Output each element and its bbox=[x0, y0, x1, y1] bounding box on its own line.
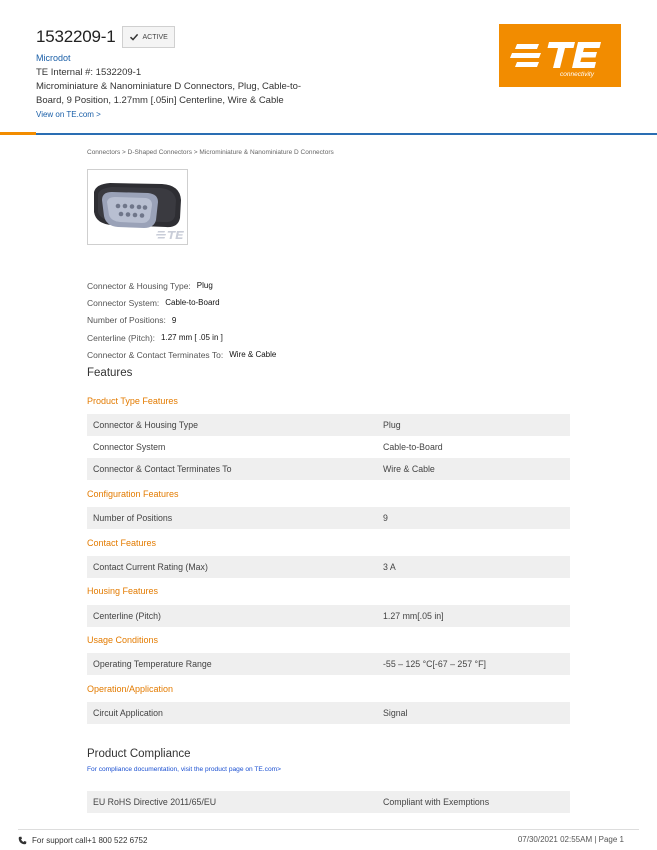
product-image bbox=[87, 169, 188, 245]
compliance-link[interactable]: For compliance documentation, visit the product page on TE.com> bbox=[87, 766, 281, 773]
header-rule-accent bbox=[0, 132, 36, 135]
table-row bbox=[87, 702, 570, 724]
te-connectivity-logo bbox=[499, 24, 621, 87]
table-row bbox=[87, 436, 570, 458]
compliance-heading: Product Compliance bbox=[87, 748, 191, 760]
section-title-contact: Contact Features bbox=[87, 538, 157, 548]
breadcrumb[interactable]: Connectors > D-Shaped Connectors > Microminiature & Nanominiature D Connectors bbox=[87, 149, 334, 156]
spec-label: Centerline (Pitch): bbox=[87, 332, 156, 343]
operation-table bbox=[87, 702, 570, 724]
row-label: Connector & Housing Type bbox=[93, 420, 198, 430]
status-label: ACTIVE bbox=[142, 33, 168, 41]
row-label: Centerline (Pitch) bbox=[93, 611, 161, 621]
table-row bbox=[87, 791, 570, 813]
spec-value: 9 bbox=[171, 315, 177, 325]
spec-label: Connector System: bbox=[87, 297, 160, 308]
row-label: EU RoHS Directive 2011/65/EU bbox=[93, 797, 217, 807]
contact-table bbox=[87, 556, 570, 578]
spec-summary bbox=[87, 277, 276, 363]
spec-value: Plug bbox=[196, 281, 213, 291]
table-row bbox=[87, 653, 570, 675]
row-value: 1.27 mm[.05 in] bbox=[383, 611, 444, 621]
row-value: -55 – 125 °C[-67 – 257 °F] bbox=[383, 659, 486, 669]
row-value: Wire & Cable bbox=[383, 464, 435, 474]
status-badge bbox=[122, 26, 175, 48]
table-row bbox=[87, 605, 570, 627]
row-label: Connector & Contact Terminates To bbox=[93, 464, 232, 474]
part-number: 1532209-1 bbox=[36, 27, 116, 46]
spec-value: Cable-to-Board bbox=[165, 298, 220, 308]
header-rule bbox=[36, 133, 657, 135]
spec-row bbox=[87, 277, 276, 294]
configuration-table bbox=[87, 507, 570, 529]
row-value: Signal bbox=[383, 708, 408, 718]
spec-label: Connector & Housing Type: bbox=[87, 280, 191, 291]
features-heading: Features bbox=[87, 367, 133, 379]
footer-rule bbox=[18, 829, 639, 830]
footer-date-page: 07/30/2021 02:55AM | Page 1 bbox=[517, 835, 624, 844]
spec-row bbox=[87, 312, 276, 329]
table-row bbox=[87, 556, 570, 578]
product-description: Microminiature & Nanominiature D Connectors, Plug, Cable-to-Board, 9 Position, 1.27mm [.05in] Centerline, Wire & Cable bbox=[36, 81, 302, 106]
table-row bbox=[87, 414, 570, 436]
row-label: Connector System bbox=[93, 442, 166, 452]
row-label: Number of Positions bbox=[93, 513, 173, 523]
usage-table bbox=[87, 653, 570, 675]
table-row bbox=[87, 507, 570, 529]
section-title-configuration: Configuration Features bbox=[87, 489, 179, 499]
spec-value: Wire & Cable bbox=[229, 350, 277, 360]
phone-icon bbox=[18, 836, 27, 845]
page-header bbox=[0, 0, 657, 134]
row-value: Compliant with Exemptions bbox=[383, 797, 490, 807]
view-on-te-link[interactable]: View on TE.com > bbox=[36, 110, 101, 119]
support-phone[interactable] bbox=[18, 836, 147, 845]
logo-text: connectivity bbox=[560, 71, 594, 78]
row-label: Operating Temperature Range bbox=[93, 659, 212, 669]
spec-value: 1.27 mm [ .05 in ] bbox=[161, 333, 223, 343]
part-line bbox=[36, 26, 175, 48]
row-value: Cable-to-Board bbox=[383, 442, 443, 452]
spec-row bbox=[87, 294, 276, 311]
row-value: Plug bbox=[383, 420, 401, 430]
check-icon bbox=[129, 32, 139, 42]
support-text: For support call+1 800 522 6752 bbox=[32, 836, 148, 845]
compliance-table bbox=[87, 791, 570, 813]
section-title-operation: Operation/Application bbox=[87, 684, 174, 694]
table-row bbox=[87, 458, 570, 480]
row-value: 3 A bbox=[383, 562, 396, 572]
section-title-usage: Usage Conditions bbox=[87, 635, 159, 645]
d-sub-connector-image bbox=[88, 170, 187, 244]
section-title-housing: Housing Features bbox=[87, 586, 159, 596]
spec-label: Number of Positions: bbox=[87, 315, 166, 326]
section-title-product-type: Product Type Features bbox=[87, 396, 178, 406]
row-label: Contact Current Rating (Max) bbox=[93, 562, 208, 572]
housing-table bbox=[87, 605, 570, 627]
product-type-table bbox=[87, 414, 570, 480]
te-logo-icon bbox=[499, 24, 621, 87]
internal-number: TE Internal #: 1532209-1 bbox=[36, 67, 142, 78]
row-label: Circuit Application bbox=[93, 708, 163, 718]
spec-row bbox=[87, 329, 276, 346]
brand-link[interactable]: Microdot bbox=[36, 53, 71, 63]
spec-label: Connector & Contact Terminates To: bbox=[87, 349, 224, 360]
row-value: 9 bbox=[383, 513, 388, 523]
spec-row bbox=[87, 346, 276, 363]
